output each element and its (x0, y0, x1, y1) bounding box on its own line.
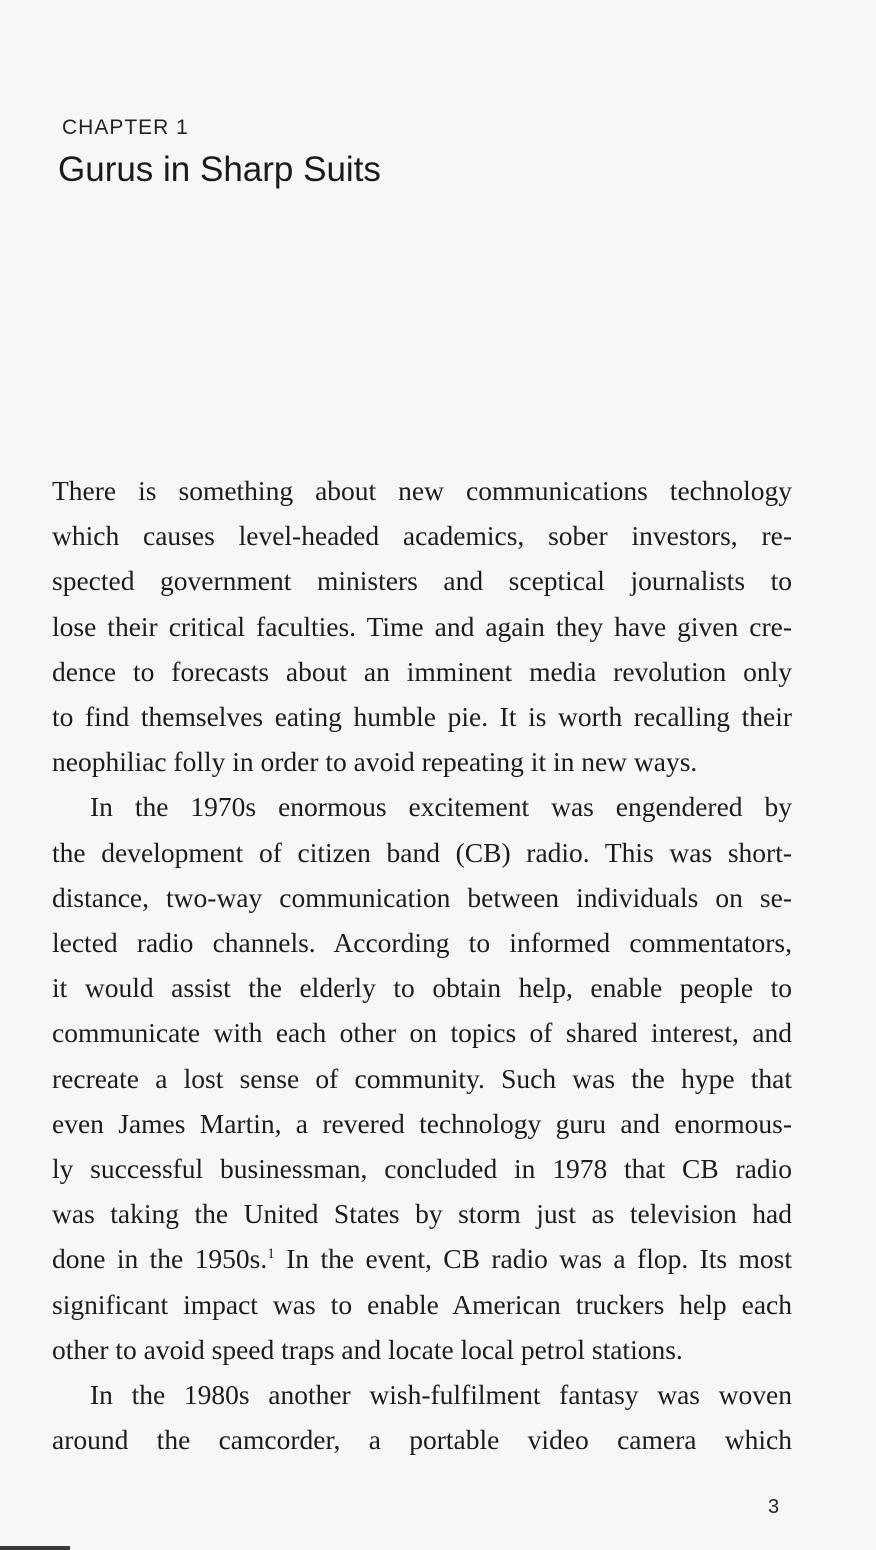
text-fragment: done in the 1950s. (52, 1243, 268, 1275)
paragraph-1 (52, 468, 792, 784)
text-line: even James Martin, a revered technology guru and enormous- (52, 1107, 792, 1139)
text-line: to find themselves eating humble pie. It is worth recalling their (52, 701, 792, 733)
text-line: ly successful businessman, concluded in 1978 that CB radio (52, 1153, 792, 1185)
text-line: the development of citizen band (CB) radio. This was short- (52, 836, 792, 868)
text-line-with-footnote (52, 1236, 792, 1281)
text-line: around the camcorder, a portable video camera which (52, 1424, 792, 1456)
page-edge-divider (0, 1546, 70, 1550)
text-line: neophiliac folly in order to avoid repeating it in new ways. (52, 746, 698, 778)
text-line: which causes level-headed academics, sober investors, re- (52, 520, 792, 552)
text-line: In the 1970s enormous excitement was engendered by (90, 791, 792, 823)
chapter-label: CHAPTER 1 (62, 116, 189, 139)
text-line: lected radio channels. According to informed commentators, (52, 927, 792, 959)
footnote-marker[interactable]: 1 (267, 1246, 275, 1263)
text-line: communicate with each other on topics of shared interest, and (52, 1017, 792, 1049)
text-line: There is something about new communications technology (52, 475, 792, 506)
text-fragment: In the event, CB radio was a flop. Its most (274, 1243, 792, 1275)
text-line: other to avoid speed traps and locate local petrol stations. (52, 1333, 683, 1365)
body-text (52, 468, 792, 1462)
text-line: spected government ministers and sceptical journalists to (52, 565, 792, 597)
chapter-title: Gurus in Sharp Suits (58, 150, 381, 189)
page-number: 3 (768, 1496, 780, 1518)
text-line: recreate a lost sense of community. Such was the hype that (52, 1062, 792, 1094)
text-line: it would assist the elderly to obtain help, enable people to (52, 972, 792, 1004)
text-line: In the 1980s another wish-fulfilment fantasy was woven (90, 1379, 792, 1411)
text-line: was taking the United States by storm just as television had (52, 1198, 792, 1230)
paragraph-2 (52, 784, 792, 1372)
text-line: dence to forecasts about an imminent media revolution only (52, 655, 792, 687)
text-line: distance, two-way communication between individuals on se- (52, 881, 792, 913)
paragraph-3 (52, 1372, 792, 1462)
text-line: lose their critical faculties. Time and again they have given cre- (52, 610, 792, 642)
text-line: significant impact was to enable American truckers help each (52, 1288, 792, 1320)
